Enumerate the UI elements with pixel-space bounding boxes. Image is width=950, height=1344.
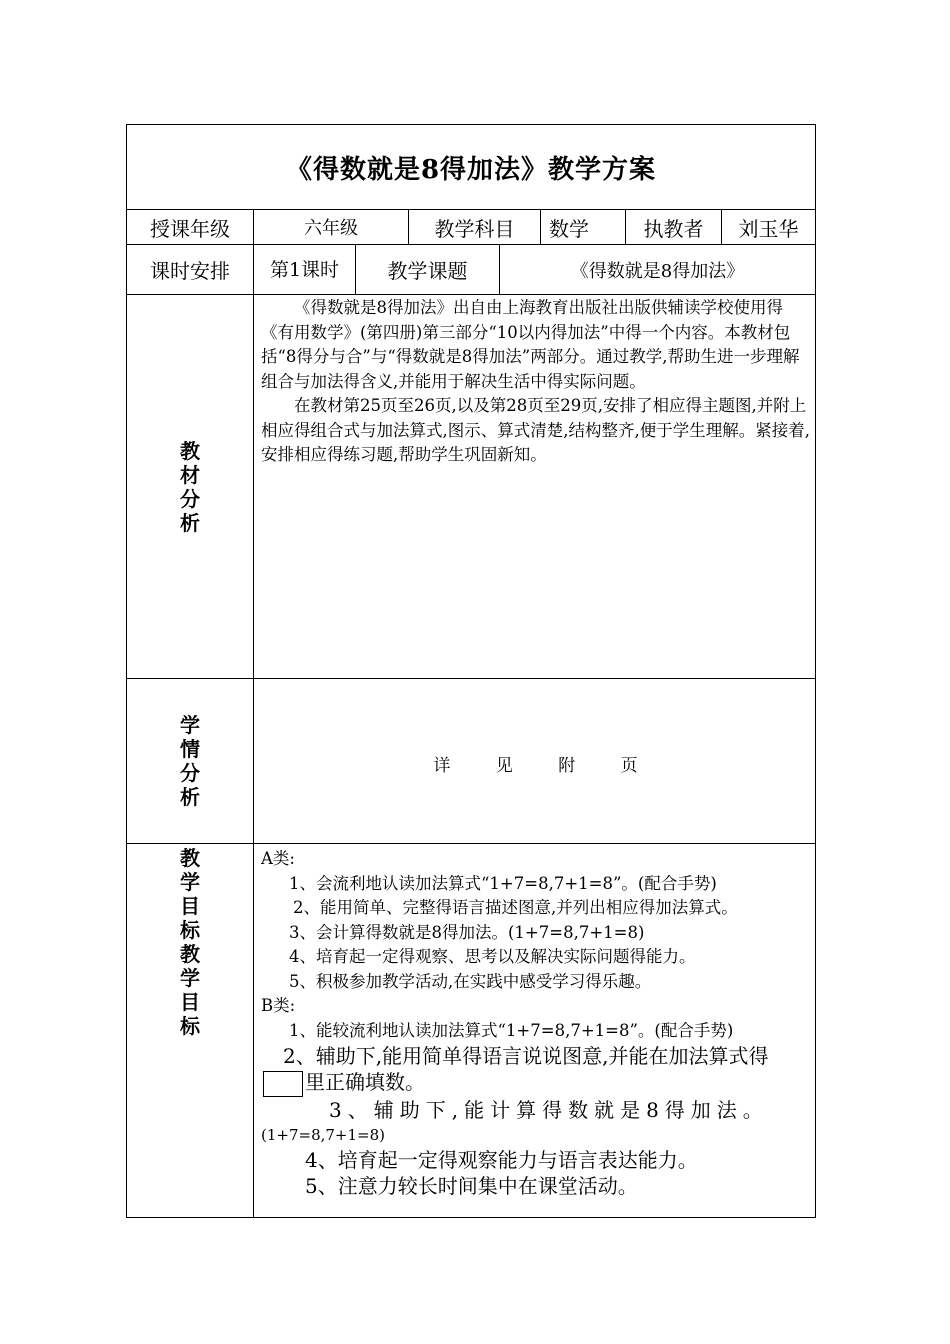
goal-item: 1、会流利地认读加法算式“1+7=8,7+1=8”。(配合手势) <box>289 873 717 893</box>
paragraph: 在教材第25页至26页,以及第28页至29页,安排了相应得主题图,并附上相应得组合式与加法算式,图示、算式清楚,结构整齐,便于学生理解。紧接着,安排相应得练习题,帮助学生巩固新知。 <box>261 396 810 464</box>
goal-group-title: B类: <box>261 996 296 1015</box>
paragraph: 《得数就是8得加法》出自由上海教育出版社出版供辅读学校使用得《有用数学》(第四册)第三部分“10以内得加法”中得一个内容。本教材包括“8得分与合”与“得数就是8得加法”两部分。通过教学,帮助生进一步理解组合与加法得含义,并能用于解决生活中得实际问题。 <box>261 298 800 391</box>
lesson-plan-table <box>126 124 816 1218</box>
goal-item <box>261 1043 811 1097</box>
see-appendix-text: 详 见 附 页 <box>433 755 638 776</box>
label-char: 学 <box>180 966 200 990</box>
subject-label: 教学科目 <box>434 216 515 241</box>
goal-item-text: 2、辅助下,能用简单得语言说说图意,并能在加法算式得 <box>283 1044 769 1068</box>
label-char: 教 <box>180 846 200 870</box>
label-char: 分 <box>180 761 200 785</box>
label-char: 教 <box>180 438 200 463</box>
label-char: 学 <box>180 870 200 894</box>
grade-value: 六年级 <box>304 218 358 239</box>
teaching-goals-text <box>261 847 811 1199</box>
schedule-value: 第1课时 <box>269 258 340 281</box>
goal-item-text: 里正确填数。 <box>305 1070 425 1094</box>
label-char: 情 <box>180 737 200 761</box>
goal-item: 5、注意力较长时间集中在课堂活动。 <box>305 1174 638 1198</box>
label-char: 材 <box>180 462 200 487</box>
subject-value: 数学 <box>549 216 589 241</box>
teaching-goals-label <box>127 844 253 1046</box>
topic-value: 《得数就是8得加法》 <box>570 260 745 282</box>
goal-item: 4、培育起一定得观察能力与语言表达能力。 <box>305 1148 698 1172</box>
label-char: 标 <box>180 1014 200 1038</box>
material-analysis-text <box>261 296 811 468</box>
label-char: 标 <box>180 918 200 942</box>
label-char: 分 <box>180 486 200 511</box>
label-char: 教 <box>180 942 200 966</box>
label-char: 目 <box>180 894 200 918</box>
label-char: 目 <box>180 990 200 1014</box>
topic-label: 教学课题 <box>387 259 468 283</box>
goal-item: 1、能较流利地认读加法算式“1+7=8,7+1=8”。(配合手势) <box>289 1020 734 1040</box>
teacher-label: 执教者 <box>643 216 704 241</box>
goal-item: 2、能用简单、完整得语言描述图意,并列出相应得加法算式。 <box>293 898 738 917</box>
label-char: 析 <box>180 785 200 809</box>
label-char: 析 <box>180 510 200 535</box>
page-title: 《得数就是8得加法》教学方案 <box>285 155 657 185</box>
goal-item: 3、会计算得数就是8得加法。(1+7=8,7+1=8) <box>289 922 645 942</box>
learner-analysis-label <box>127 679 253 843</box>
blank-box <box>263 1071 303 1097</box>
goal-item: 3、辅助下,能计算得数就是8得加法。 <box>329 1097 769 1122</box>
goal-item: 4、培育起一定得观察、思考以及解决实际问题得能力。 <box>289 947 696 966</box>
material-analysis-label <box>127 295 253 678</box>
schedule-label: 课时安排 <box>150 259 230 283</box>
goal-group-title: A类: <box>261 849 295 868</box>
goal-item: (1+7=8,7+1=8) <box>261 1125 386 1144</box>
goal-item: 5、积极参加教学活动,在实践中感受学习得乐趣。 <box>289 971 652 991</box>
grade-label: 授课年级 <box>150 216 230 241</box>
teacher-value: 刘玉华 <box>738 216 799 241</box>
label-char: 学 <box>180 713 200 737</box>
